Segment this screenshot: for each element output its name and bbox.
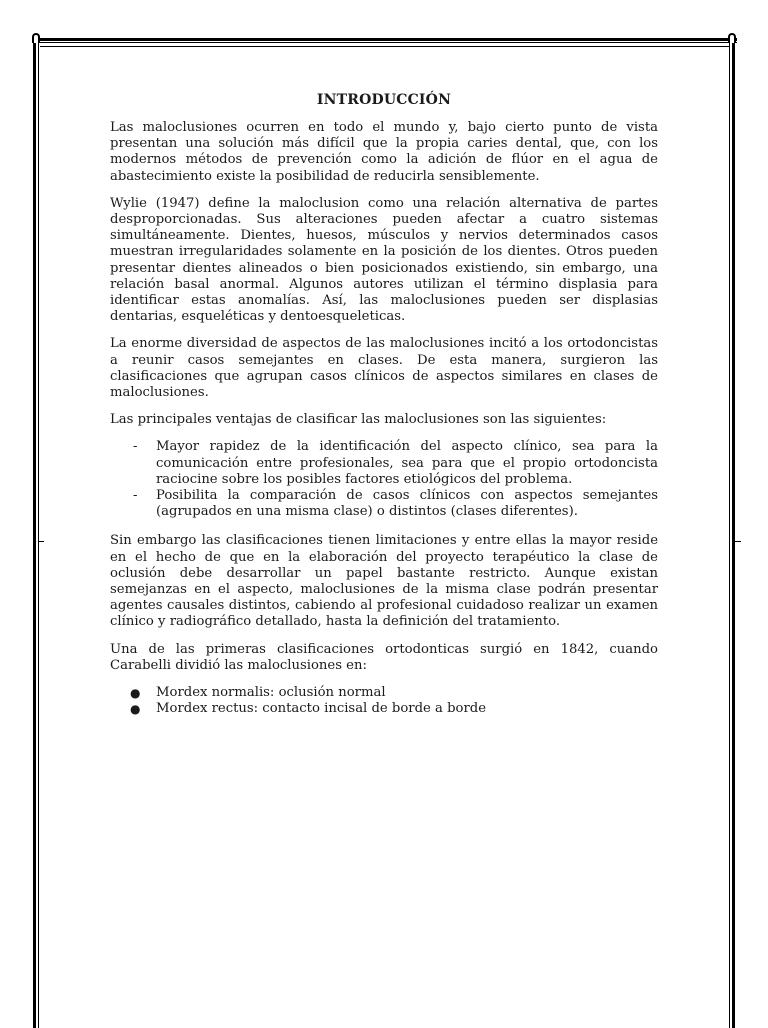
border-corner-left xyxy=(32,33,40,43)
list-item-text: Mayor rapidez de la identificación del aspecto clínico, sea para la comunicación entre profesionales, sea para que el propio ortodoncista raciocine sobre los posibles factores etiológicos del problema. xyxy=(156,439,658,487)
page-border-top xyxy=(33,38,737,43)
list-item xyxy=(110,439,658,488)
list-item xyxy=(110,488,658,520)
list-item-text: Mordex normalis: oclusión normal xyxy=(156,685,386,701)
paragraph-wylie: Wylie (1947) define la maloclusion como una relación alternativa de partes desproporcionadas. Sus alteraciones pueden afectar a cuatro sistemas simultáneamente. Dientes, huesos, músculos y nervios determinados casos muestran irregularidades solamente en la posición de los dientes. Otros pueden presentar dientes alineados o bien posicionados existiendo, sin embargo, una relación basal anormal. Algunos autores utilizan el término displasia para identificar estas anomalías. Así, las maloclusiones pueden ser displasias dentarias, esqueléticas y dentoesqueleticas. xyxy=(110,195,658,325)
dash-marker: - xyxy=(133,439,138,455)
border-corner-right xyxy=(728,33,736,43)
advantages-list xyxy=(110,439,658,520)
border-tick-left xyxy=(38,541,44,542)
document-body xyxy=(110,90,658,731)
bullet-icon: ● xyxy=(130,686,141,701)
bullet-icon: ● xyxy=(130,702,141,717)
carabelli-classes-list xyxy=(110,685,658,717)
border-tick-right xyxy=(735,541,741,542)
page-border-right xyxy=(729,38,735,1028)
page-border-left xyxy=(33,38,39,1028)
paragraph-intro: Las maloclusiones ocurren en todo el mundo y, bajo cierto punto de vista presentan una solución más difícil que la propia caries dental, que, con los modernos métodos de prevención como la adición de flúor en el agua de abastecimiento existe la posibilidad de reducirla sensiblemente. xyxy=(110,120,658,184)
paragraph-limitations: Sin embargo las clasificaciones tienen limitaciones y entre ellas la mayor reside en el hecho de que en la elaboración del proyecto terapéutico la clase de oclusión debe desarrollar un papel bastante restricto. Aunque existan semejanzas en el aspecto, maloclusiones de la misma clase podrán presentar agentes causales distintos, cabiendo al profesional cuidadoso realizar un examen clínico y radiográfico detallado, hasta la definición del tratamiento. xyxy=(110,533,658,630)
page-border-top-inner xyxy=(40,46,730,47)
list-item xyxy=(110,685,658,701)
dash-marker: - xyxy=(133,488,138,504)
paragraph-diversity: La enorme diversidad de aspectos de las maloclusiones incitó a los ortodoncistas a reunir casos semejantes en clases. De esta manera, surgieron las clasificaciones que agrupan casos clínicos de aspectos similares en clases de maloclusiones. xyxy=(110,336,658,401)
paragraph-carabelli: Una de las primeras clasificaciones ortodonticas surgió en 1842, cuando Carabelli dividió las maloclusiones en: xyxy=(110,641,658,673)
list-item xyxy=(110,701,658,717)
list-item-text: Posibilita la comparación de casos clínicos con aspectos semejantes (agrupados en una misma clase) o distintos (clases diferentes). xyxy=(156,488,658,520)
list-item-text: Mordex rectus: contacto incisal de borde a borde xyxy=(156,701,487,717)
document-title: INTRODUCCIÓN xyxy=(316,92,452,108)
paragraph-advantages-intro: Las principales ventajas de clasificar las maloclusiones son las siguientes: xyxy=(110,412,607,428)
